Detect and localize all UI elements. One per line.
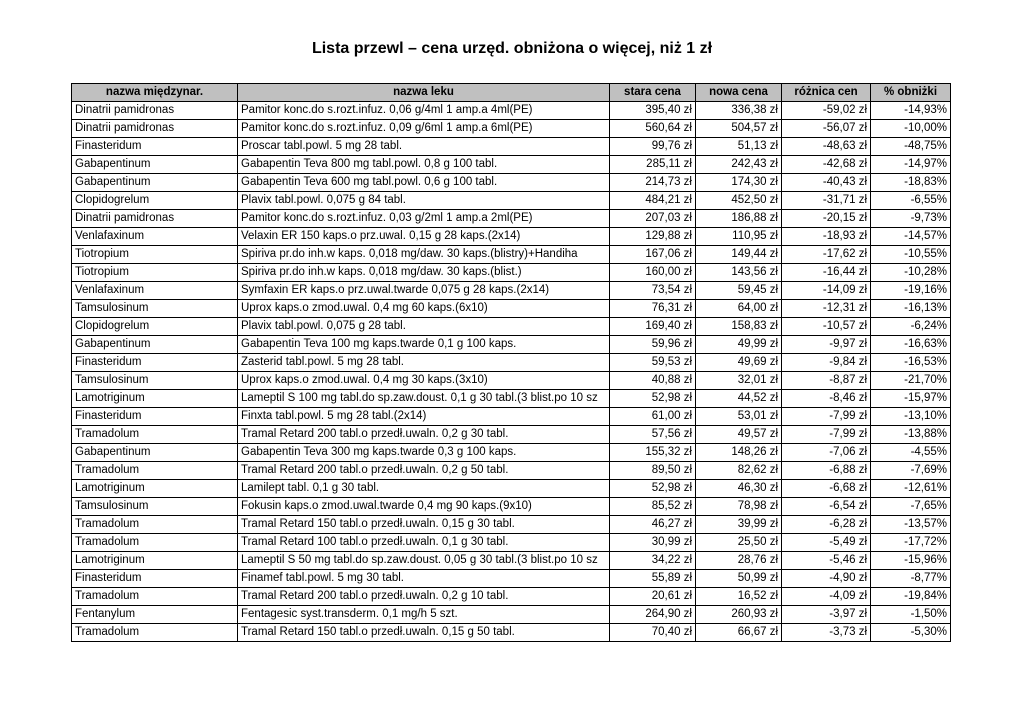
price-difference-cell: -18,93 zł (782, 228, 871, 246)
table-row (72, 354, 951, 372)
old-price-cell: 46,27 zł (610, 516, 696, 534)
drug-name-cell: Pamitor konc.do s.rozt.infuz. 0,03 g/2ml 1 amp.a 2ml(PE) (238, 210, 610, 228)
reduction-percent-cell: -10,00% (871, 120, 951, 138)
price-difference-cell: -7,99 zł (782, 426, 871, 444)
drug-name-cell: Tramal Retard 150 tabl.o przedł.uwaln. 0,15 g 50 tabl. (238, 624, 610, 642)
table-row (72, 156, 951, 174)
price-difference-cell: -48,63 zł (782, 138, 871, 156)
price-difference-cell: -40,43 zł (782, 174, 871, 192)
international-name-cell: Tamsulosinum (72, 372, 238, 390)
old-price-cell: 167,06 zł (610, 246, 696, 264)
price-difference-cell: -7,99 zł (782, 408, 871, 426)
reduction-percent-cell: -8,77% (871, 570, 951, 588)
old-price-cell: 155,32 zł (610, 444, 696, 462)
new-price-cell: 49,69 zł (696, 354, 782, 372)
international-name-cell: Gabapentinum (72, 156, 238, 174)
international-name-cell: Tamsulosinum (72, 300, 238, 318)
price-difference-cell: -6,68 zł (782, 480, 871, 498)
international-name-cell: Tramadolum (72, 588, 238, 606)
old-price-cell: 59,96 zł (610, 336, 696, 354)
new-price-cell: 336,38 zł (696, 102, 782, 120)
reduction-percent-cell: -13,57% (871, 516, 951, 534)
old-price-cell: 52,98 zł (610, 390, 696, 408)
new-price-cell: 44,52 zł (696, 390, 782, 408)
drug-name-cell: Tramal Retard 200 tabl.o przedł.uwaln. 0,2 g 10 tabl. (238, 588, 610, 606)
table-row (72, 210, 951, 228)
price-difference-cell: -12,31 zł (782, 300, 871, 318)
price-difference-cell: -10,57 zł (782, 318, 871, 336)
column-header: nazwa międzynar. (72, 84, 238, 102)
reduction-percent-cell: -14,93% (871, 102, 951, 120)
table-body (72, 102, 951, 642)
international-name-cell: Tramadolum (72, 516, 238, 534)
reduction-percent-cell: -19,84% (871, 588, 951, 606)
drug-name-cell: Symfaxin ER kaps.o prz.uwal.twarde 0,075 g 28 kaps.(2x14) (238, 282, 610, 300)
drug-name-cell: Pamitor konc.do s.rozt.infuz. 0,06 g/4ml 1 amp.a 4ml(PE) (238, 102, 610, 120)
reduction-percent-cell: -15,96% (871, 552, 951, 570)
drug-name-cell: Proscar tabl.powl. 5 mg 28 tabl. (238, 138, 610, 156)
table-row (72, 570, 951, 588)
table-row (72, 228, 951, 246)
table-row (72, 588, 951, 606)
reduction-percent-cell: -16,13% (871, 300, 951, 318)
price-difference-cell: -20,15 zł (782, 210, 871, 228)
drug-name-cell: Lameptil S 100 mg tabl.do sp.zaw.doust. 0,1 g 30 tabl.(3 blist.po 10 sz (238, 390, 610, 408)
table-row (72, 552, 951, 570)
new-price-cell: 32,01 zł (696, 372, 782, 390)
table-row (72, 264, 951, 282)
table-row (72, 462, 951, 480)
reduction-percent-cell: -6,24% (871, 318, 951, 336)
page-title: Lista przewl – cena urzęd. obniżona o więcej, niż 1 zł (311, 40, 713, 57)
table-row (72, 624, 951, 642)
old-price-cell: 61,00 zł (610, 408, 696, 426)
reduction-percent-cell: -10,55% (871, 246, 951, 264)
new-price-cell: 16,52 zł (696, 588, 782, 606)
international-name-cell: Clopidogrelum (72, 192, 238, 210)
column-header: różnica cen (782, 84, 871, 102)
international-name-cell: Tramadolum (72, 534, 238, 552)
new-price-cell: 149,44 zł (696, 246, 782, 264)
old-price-cell: 160,00 zł (610, 264, 696, 282)
price-difference-cell: -9,97 zł (782, 336, 871, 354)
new-price-cell: 158,83 zł (696, 318, 782, 336)
price-difference-cell: -31,71 zł (782, 192, 871, 210)
price-difference-cell: -7,06 zł (782, 444, 871, 462)
reduction-percent-cell: -48,75% (871, 138, 951, 156)
new-price-cell: 28,76 zł (696, 552, 782, 570)
table-row (72, 174, 951, 192)
international-name-cell: Dinatrii pamidronas (72, 120, 238, 138)
old-price-cell: 52,98 zł (610, 480, 696, 498)
drug-name-cell: Lameptil S 50 mg tabl.do sp.zaw.doust. 0,05 g 30 tabl.(3 blist.po 10 sz (238, 552, 610, 570)
new-price-cell: 82,62 zł (696, 462, 782, 480)
new-price-cell: 174,30 zł (696, 174, 782, 192)
new-price-cell: 53,01 zł (696, 408, 782, 426)
drug-name-cell: Velaxin ER 150 kaps.o prz.uwal. 0,15 g 28 kaps.(2x14) (238, 228, 610, 246)
international-name-cell: Tramadolum (72, 462, 238, 480)
table-row (72, 408, 951, 426)
international-name-cell: Finasteridum (72, 138, 238, 156)
international-name-cell: Gabapentinum (72, 444, 238, 462)
drug-name-cell: Gabapentin Teva 300 mg kaps.twarde 0,3 g 100 kaps. (238, 444, 610, 462)
new-price-cell: 452,50 zł (696, 192, 782, 210)
price-difference-cell: -42,68 zł (782, 156, 871, 174)
price-table (71, 83, 951, 642)
old-price-cell: 484,21 zł (610, 192, 696, 210)
drug-name-cell: Finxta tabl.powl. 5 mg 28 tabl.(2x14) (238, 408, 610, 426)
column-header: stara cena (610, 84, 696, 102)
table-row (72, 300, 951, 318)
price-difference-cell: -5,46 zł (782, 552, 871, 570)
table-row (72, 318, 951, 336)
price-difference-cell: -8,46 zł (782, 390, 871, 408)
reduction-percent-cell: -7,69% (871, 462, 951, 480)
old-price-cell: 285,11 zł (610, 156, 696, 174)
table-row (72, 426, 951, 444)
drug-name-cell: Tramal Retard 150 tabl.o przedł.uwaln. 0,15 g 30 tabl. (238, 516, 610, 534)
international-name-cell: Venlafaxinum (72, 282, 238, 300)
price-difference-cell: -16,44 zł (782, 264, 871, 282)
drug-name-cell: Gabapentin Teva 600 mg tabl.powl. 0,6 g 100 tabl. (238, 174, 610, 192)
new-price-cell: 49,99 zł (696, 336, 782, 354)
table-row (72, 102, 951, 120)
column-header: nazwa leku (238, 84, 610, 102)
price-difference-cell: -4,09 zł (782, 588, 871, 606)
international-name-cell: Lamotriginum (72, 480, 238, 498)
table-row (72, 138, 951, 156)
new-price-cell: 148,26 zł (696, 444, 782, 462)
international-name-cell: Dinatrii pamidronas (72, 210, 238, 228)
international-name-cell: Finasteridum (72, 570, 238, 588)
drug-name-cell: Lamilept tabl. 0,1 g 30 tabl. (238, 480, 610, 498)
international-name-cell: Lamotriginum (72, 552, 238, 570)
new-price-cell: 46,30 zł (696, 480, 782, 498)
table-row (72, 480, 951, 498)
old-price-cell: 214,73 zł (610, 174, 696, 192)
old-price-cell: 129,88 zł (610, 228, 696, 246)
drug-name-cell: Spiriva pr.do inh.w kaps. 0,018 mg/daw. 30 kaps.(blistry)+Handiha (238, 246, 610, 264)
reduction-percent-cell: -21,70% (871, 372, 951, 390)
drug-name-cell: Finamef tabl.powl. 5 mg 30 tabl. (238, 570, 610, 588)
price-difference-cell: -56,07 zł (782, 120, 871, 138)
new-price-cell: 50,99 zł (696, 570, 782, 588)
reduction-percent-cell: -5,30% (871, 624, 951, 642)
reduction-percent-cell: -6,55% (871, 192, 951, 210)
reduction-percent-cell: -12,61% (871, 480, 951, 498)
new-price-cell: 49,57 zł (696, 426, 782, 444)
new-price-cell: 260,93 zł (696, 606, 782, 624)
reduction-percent-cell: -14,97% (871, 156, 951, 174)
international-name-cell: Finasteridum (72, 354, 238, 372)
drug-name-cell: Pamitor konc.do s.rozt.infuz. 0,09 g/6ml 1 amp.a 6ml(PE) (238, 120, 610, 138)
table-row (72, 336, 951, 354)
reduction-percent-cell: -10,28% (871, 264, 951, 282)
new-price-cell: 186,88 zł (696, 210, 782, 228)
price-difference-cell: -17,62 zł (782, 246, 871, 264)
reduction-percent-cell: -18,83% (871, 174, 951, 192)
price-difference-cell: -3,97 zł (782, 606, 871, 624)
new-price-cell: 39,99 zł (696, 516, 782, 534)
reduction-percent-cell: -7,65% (871, 498, 951, 516)
table-row (72, 444, 951, 462)
price-difference-cell: -59,02 zł (782, 102, 871, 120)
price-difference-cell: -8,87 zł (782, 372, 871, 390)
table-row (72, 192, 951, 210)
old-price-cell: 560,64 zł (610, 120, 696, 138)
new-price-cell: 64,00 zł (696, 300, 782, 318)
old-price-cell: 34,22 zł (610, 552, 696, 570)
table-row (72, 390, 951, 408)
old-price-cell: 89,50 zł (610, 462, 696, 480)
column-header: % obniżki (871, 84, 951, 102)
old-price-cell: 76,31 zł (610, 300, 696, 318)
table-header-row (72, 84, 951, 102)
new-price-cell: 504,57 zł (696, 120, 782, 138)
table-row (72, 534, 951, 552)
reduction-percent-cell: -9,73% (871, 210, 951, 228)
international-name-cell: Gabapentinum (72, 336, 238, 354)
old-price-cell: 73,54 zł (610, 282, 696, 300)
old-price-cell: 264,90 zł (610, 606, 696, 624)
drug-name-cell: Zasterid tabl.powl. 5 mg 28 tabl. (238, 354, 610, 372)
reduction-percent-cell: -16,53% (871, 354, 951, 372)
international-name-cell: Gabapentinum (72, 174, 238, 192)
old-price-cell: 40,88 zł (610, 372, 696, 390)
drug-name-cell: Gabapentin Teva 100 mg kaps.twarde 0,1 g 100 kaps. (238, 336, 610, 354)
drug-name-cell: Spiriva pr.do inh.w kaps. 0,018 mg/daw. 30 kaps.(blist.) (238, 264, 610, 282)
old-price-cell: 70,40 zł (610, 624, 696, 642)
reduction-percent-cell: -1,50% (871, 606, 951, 624)
price-difference-cell: -6,54 zł (782, 498, 871, 516)
new-price-cell: 51,13 zł (696, 138, 782, 156)
international-name-cell: Tiotropium (72, 246, 238, 264)
old-price-cell: 207,03 zł (610, 210, 696, 228)
drug-name-cell: Plavix tabl.powl. 0,075 g 28 tabl. (238, 318, 610, 336)
drug-name-cell: Uprox kaps.o zmod.uwal. 0,4 mg 30 kaps.(3x10) (238, 372, 610, 390)
old-price-cell: 20,61 zł (610, 588, 696, 606)
old-price-cell: 395,40 zł (610, 102, 696, 120)
drug-name-cell: Fentagesic syst.transderm. 0,1 mg/h 5 szt. (238, 606, 610, 624)
table-row (72, 498, 951, 516)
old-price-cell: 55,89 zł (610, 570, 696, 588)
international-name-cell: Fentanylum (72, 606, 238, 624)
price-difference-cell: -9,84 zł (782, 354, 871, 372)
international-name-cell: Dinatrii pamidronas (72, 102, 238, 120)
international-name-cell: Venlafaxinum (72, 228, 238, 246)
table-row (72, 246, 951, 264)
price-difference-cell: -6,28 zł (782, 516, 871, 534)
reduction-percent-cell: -19,16% (871, 282, 951, 300)
price-difference-cell: -5,49 zł (782, 534, 871, 552)
table-row (72, 516, 951, 534)
old-price-cell: 99,76 zł (610, 138, 696, 156)
old-price-cell: 30,99 zł (610, 534, 696, 552)
drug-name-cell: Tramal Retard 100 tabl.o przedł.uwaln. 0,1 g 30 tabl. (238, 534, 610, 552)
international-name-cell: Finasteridum (72, 408, 238, 426)
old-price-cell: 57,56 zł (610, 426, 696, 444)
drug-name-cell: Plavix tabl.powl. 0,075 g 84 tabl. (238, 192, 610, 210)
drug-name-cell: Tramal Retard 200 tabl.o przedł.uwaln. 0,2 g 50 tabl. (238, 462, 610, 480)
reduction-percent-cell: -13,10% (871, 408, 951, 426)
reduction-percent-cell: -13,88% (871, 426, 951, 444)
drug-name-cell: Tramal Retard 200 tabl.o przedł.uwaln. 0,2 g 30 tabl. (238, 426, 610, 444)
table-row (72, 372, 951, 390)
international-name-cell: Tramadolum (72, 624, 238, 642)
drug-name-cell: Uprox kaps.o zmod.uwal. 0,4 mg 60 kaps.(6x10) (238, 300, 610, 318)
international-name-cell: Lamotriginum (72, 390, 238, 408)
new-price-cell: 66,67 zł (696, 624, 782, 642)
new-price-cell: 59,45 zł (696, 282, 782, 300)
international-name-cell: Clopidogrelum (72, 318, 238, 336)
international-name-cell: Tramadolum (72, 426, 238, 444)
price-difference-cell: -14,09 zł (782, 282, 871, 300)
table-row (72, 606, 951, 624)
old-price-cell: 59,53 zł (610, 354, 696, 372)
table-row (72, 120, 951, 138)
new-price-cell: 25,50 zł (696, 534, 782, 552)
column-header: nowa cena (696, 84, 782, 102)
international-name-cell: Tiotropium (72, 264, 238, 282)
drug-name-cell: Fokusin kaps.o zmod.uwal.twarde 0,4 mg 90 kaps.(9x10) (238, 498, 610, 516)
price-difference-cell: -6,88 zł (782, 462, 871, 480)
new-price-cell: 110,95 zł (696, 228, 782, 246)
price-difference-cell: -3,73 zł (782, 624, 871, 642)
new-price-cell: 242,43 zł (696, 156, 782, 174)
table-row (72, 282, 951, 300)
reduction-percent-cell: -16,63% (871, 336, 951, 354)
new-price-cell: 78,98 zł (696, 498, 782, 516)
old-price-cell: 85,52 zł (610, 498, 696, 516)
reduction-percent-cell: -4,55% (871, 444, 951, 462)
new-price-cell: 143,56 zł (696, 264, 782, 282)
international-name-cell: Tamsulosinum (72, 498, 238, 516)
reduction-percent-cell: -15,97% (871, 390, 951, 408)
reduction-percent-cell: -14,57% (871, 228, 951, 246)
drug-name-cell: Gabapentin Teva 800 mg tabl.powl. 0,8 g 100 tabl. (238, 156, 610, 174)
price-difference-cell: -4,90 zł (782, 570, 871, 588)
old-price-cell: 169,40 zł (610, 318, 696, 336)
reduction-percent-cell: -17,72% (871, 534, 951, 552)
